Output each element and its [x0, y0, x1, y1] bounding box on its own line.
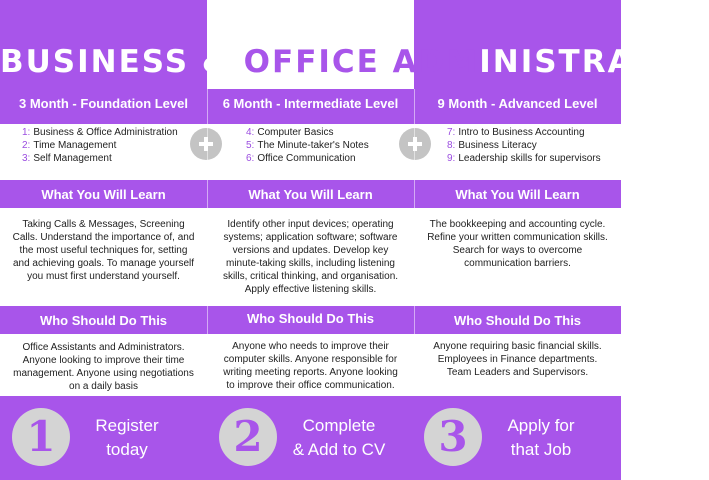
module-item: 2: Time Management — [22, 140, 117, 151]
level-heading-intermediate: 6 Month - Intermediate Level — [222, 96, 399, 111]
module-item: 7: Intro to Business Accounting — [447, 127, 585, 138]
learn-heading: What You Will Learn — [41, 187, 166, 202]
plus-icon — [399, 128, 431, 160]
step-1-text: Register today — [95, 416, 159, 459]
learn-text-intermediate: Identify other input devices; operating systems; application software; software versions and updates. Develop key minute-taking skills, including listening skills, critical thinking, and organisation. Apply effective listening skills. — [222, 219, 399, 295]
who-heading: Who Should Do This — [39, 313, 168, 328]
module-item: 6: Office Communication — [246, 153, 356, 164]
level-heading-foundation: 3 Month - Foundation Level — [19, 96, 188, 111]
step-1-badge: 1 — [12, 408, 70, 466]
plus-icon — [190, 128, 222, 160]
module-list-foundation — [22, 126, 178, 165]
who-heading: Who Should Do This — [246, 311, 375, 326]
module-list-advanced — [447, 126, 601, 165]
who-heading: Who Should Do This — [453, 313, 582, 328]
learn-heading: What You Will Learn — [248, 187, 373, 202]
step-2-text: Complete & Add to CV — [292, 416, 386, 459]
page-title — [0, 44, 709, 80]
learn-heading: What You Will Learn — [455, 187, 580, 202]
module-item: 1: Business & Office Administration — [22, 127, 178, 138]
learn-text-advanced: The bookkeeping and accounting cycle. Refine your written communication skills. Search for ways to overcome communication barriers. — [427, 219, 608, 269]
title-part-3: INISTRATOR — [479, 44, 709, 80]
module-list-intermediate — [246, 126, 369, 165]
who-text-intermediate: Anyone who needs to improve their computer skills. Anyone responsible for writing meeting reports. Anyone looking to improve their office communication. — [223, 341, 398, 391]
level-heading-advanced: 9 Month - Advanced Level — [437, 96, 598, 111]
module-item: 4: Computer Basics — [246, 127, 334, 138]
learn-text-foundation: Taking Calls & Messages, Screening Calls. Understand the importance of, and the most useful techniques for, setting and achieving goals. To manage yourself you must first understand yourself. — [12, 219, 195, 282]
who-text-advanced: Anyone requiring basic financial skills. Employees in Finance departments. Team Leaders and Supervisors. — [433, 341, 602, 378]
step-3-badge: 3 — [424, 408, 482, 466]
module-item: 5: The Minute-taker's Notes — [246, 140, 369, 151]
who-text-foundation: Office Assistants and Administrators. Anyone looking to improve their time management. Anyone using negotiations on a daily basis — [13, 342, 194, 392]
module-item: 3: Self Management — [22, 153, 112, 164]
module-item: 9: Leadership skills for supervisors — [447, 153, 601, 164]
title-part-2: OFFICE ADM — [243, 44, 480, 80]
step-2-badge: 2 — [219, 408, 277, 466]
step-3-text: Apply for that Job — [507, 416, 575, 459]
module-item: 8: Business Literacy — [447, 140, 537, 151]
title-part-1: BUSINESS & — [0, 44, 244, 80]
